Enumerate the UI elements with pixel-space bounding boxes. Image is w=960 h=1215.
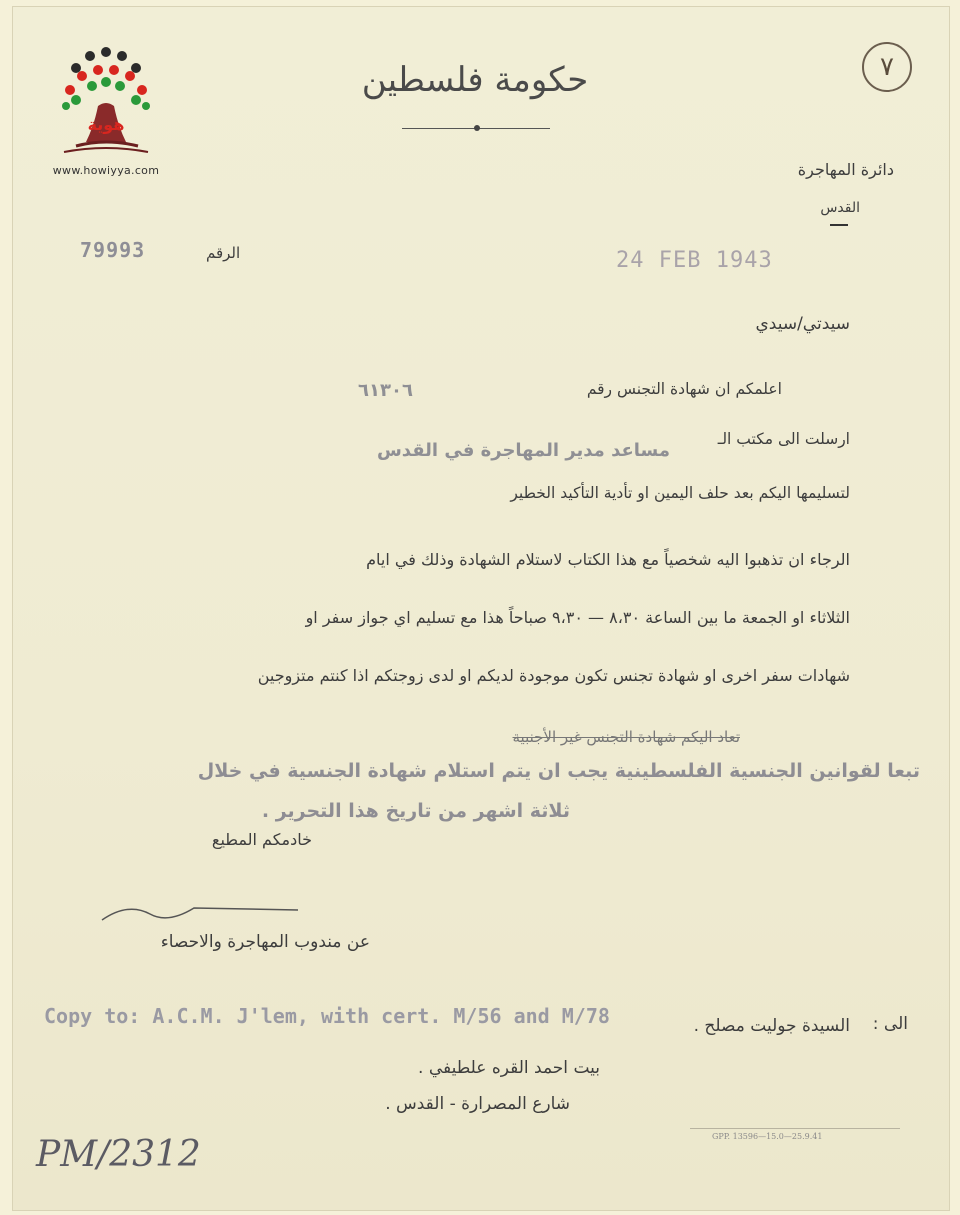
copy-to-line: Copy to: A.C.M. J'lem, with cert. M/56 and M/78 (44, 1004, 610, 1028)
page-title: حكومة فلسطين (361, 60, 589, 100)
handwritten-file-note: PM/2312 (36, 1134, 201, 1175)
city-name: القدس (820, 200, 860, 216)
office-name: مساعد مدير المهاجرة في القدس (376, 440, 670, 461)
certificate-number: ٦١٣٠٦ (358, 380, 413, 401)
reference-number: 79993 (80, 238, 146, 262)
body-para2-line-2: الثلاثاء او الجمعة ما بين الساعة ٨،٣٠ — ٩،٣٠ صباحاً هذا مع تسليم اي جواز سفر او (305, 608, 850, 627)
recipient-line-1: السيدة جوليت مصلح . (693, 1016, 850, 1036)
recipient-prefix: الى : (872, 1014, 908, 1034)
struck-line: تعاد اليكم شهادة التجنس غير الأجنبية (512, 728, 740, 746)
body-para2-line-1: الرجاء ان تذهبوا اليه شخصياً مع هذا الكتاب لاستلام الشهادة وذلك في ايام (366, 550, 850, 569)
recipient-line-3: شارع المصرارة - القدس . (385, 1094, 570, 1114)
closing: خادمكم المطيع (211, 830, 312, 849)
howiyya-logo (46, 46, 166, 186)
department-name: دائرة المهاجرة (797, 160, 894, 179)
page-number-circle: ٧ (862, 42, 912, 92)
city-underline (830, 224, 848, 226)
title-divider-dot (474, 125, 480, 131)
stamped-notice-line-2: ثلاثة اشهر من تاريخ هذا التحرير . (261, 800, 570, 822)
salutation: سيدتي/سيدي (755, 314, 850, 334)
printer-mark: GPP. 13596—15.0—25.9.41 (712, 1132, 823, 1141)
logo-url[interactable]: www.howiyya.com (52, 164, 160, 177)
body-line-3: لتسليمها اليكم بعد حلف اليمين او تأدية التأكيد الخطير (510, 484, 850, 502)
body-line-2-prefix: ارسلت الى مكتب الـ (717, 430, 850, 448)
body-line-1: اعلمكم ان شهادة التجنس رقم (586, 380, 782, 398)
body-para2-line-3: شهادات سفر اخرى او شهادة تجنس تكون موجودة لديكم او لدى زوجتكم اذا كنتم متزوجين (257, 666, 850, 685)
signature-line: عن مندوب المهاجرة والاحصاء (160, 932, 370, 952)
tree-people-logo-icon (46, 46, 166, 164)
stamped-notice-line-1: تبعا لقوانين الجنسية الفلسطينية يجب ان يتم استلام شهادة الجنسية في خلال (197, 760, 920, 782)
logo-text: هوية (87, 115, 125, 134)
printer-mark-rule (690, 1128, 900, 1129)
reference-label: الرقم (206, 244, 241, 262)
recipient-line-2: بيت احمد القره علطيفي . (418, 1058, 600, 1078)
date-stamp: 24 FEB 1943 (616, 248, 773, 273)
